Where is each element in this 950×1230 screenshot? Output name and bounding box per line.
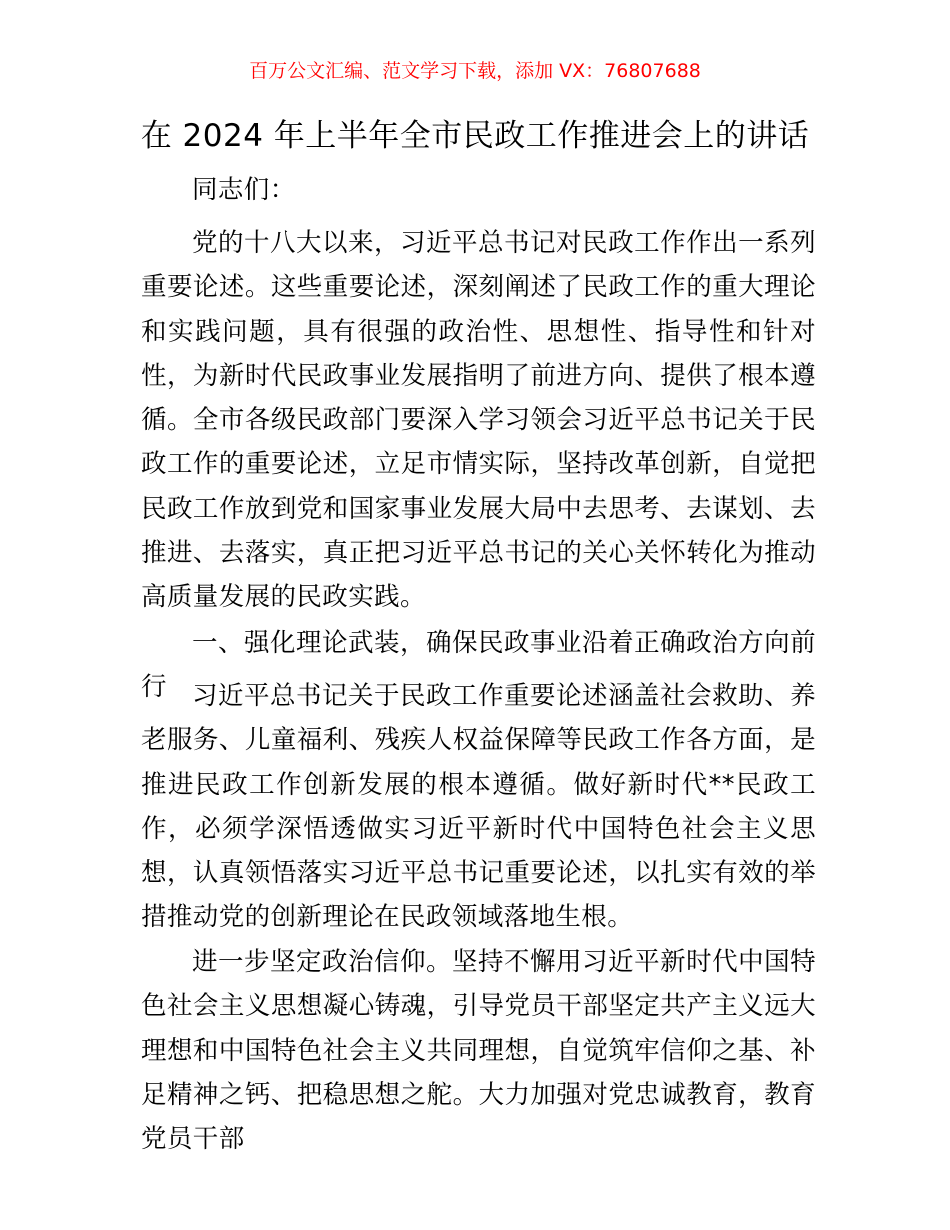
paragraph-block-3 [141, 940, 816, 1161]
section-heading-1: 一、强化理论武装，确保民政事业沿着正确政治方向前行 [141, 628, 816, 703]
paragraph-3: 进一步坚定政治信仰。坚持不懈用习近平新时代中国特色社会主义思想凝心铸魂，引导党员干部坚定共产主义远大理想和中国特色社会主义共同理想，自觉筑牢信仰之基、补足精神之钙、把稳思想之舵。大力加强对党忠诚教育，教育党员干部 [141, 947, 816, 1155]
paragraph-block-1 [141, 221, 816, 620]
greeting-block [141, 168, 816, 212]
paragraph-1: 党的十八大以来，习近平总书记对民政工作作出一系列重要论述。这些重要论述，深刻阐述了民政工作的重大理论和实践问题，具有很强的政治性、思想性、指导性和针对性，为新时代民政事业发展指明了前进方向、提供了根本遵循。全市各级民政部门要深入学习领会习近平总书记关于民政工作的重要论述，立足市情实际，坚持改革创新，自觉把民政工作放到党和国家事业发展大局中去思考、去谋划、去推进、去落实，真正把习近平总书记的关心关怀转化为推动高质量发展的民政实践。 [141, 228, 816, 613]
greeting: 同志们： [192, 175, 296, 205]
document-title: 在 2024 年上半年全市民政工作推进会上的讲话 [140, 118, 810, 154]
paragraph-block-2 [141, 674, 816, 940]
paragraph-2: 习近平总书记关于民政工作重要论述涵盖社会救助、养老服务、儿童福利、残疾人权益保障等民政工作各方面，是推进民政工作创新发展的根本遵循。做好新时代**民政工作，必须学深悟透做实习近平新时代中国特色社会主义思想，认真领悟落实习近平总书记重要论述，以扎实有效的举措推动党的创新理论在民政领域落地生根。 [141, 681, 816, 933]
header-watermark-note: 百万公文汇编、范文学习下载，添加 VX：76807688 [249, 60, 701, 82]
